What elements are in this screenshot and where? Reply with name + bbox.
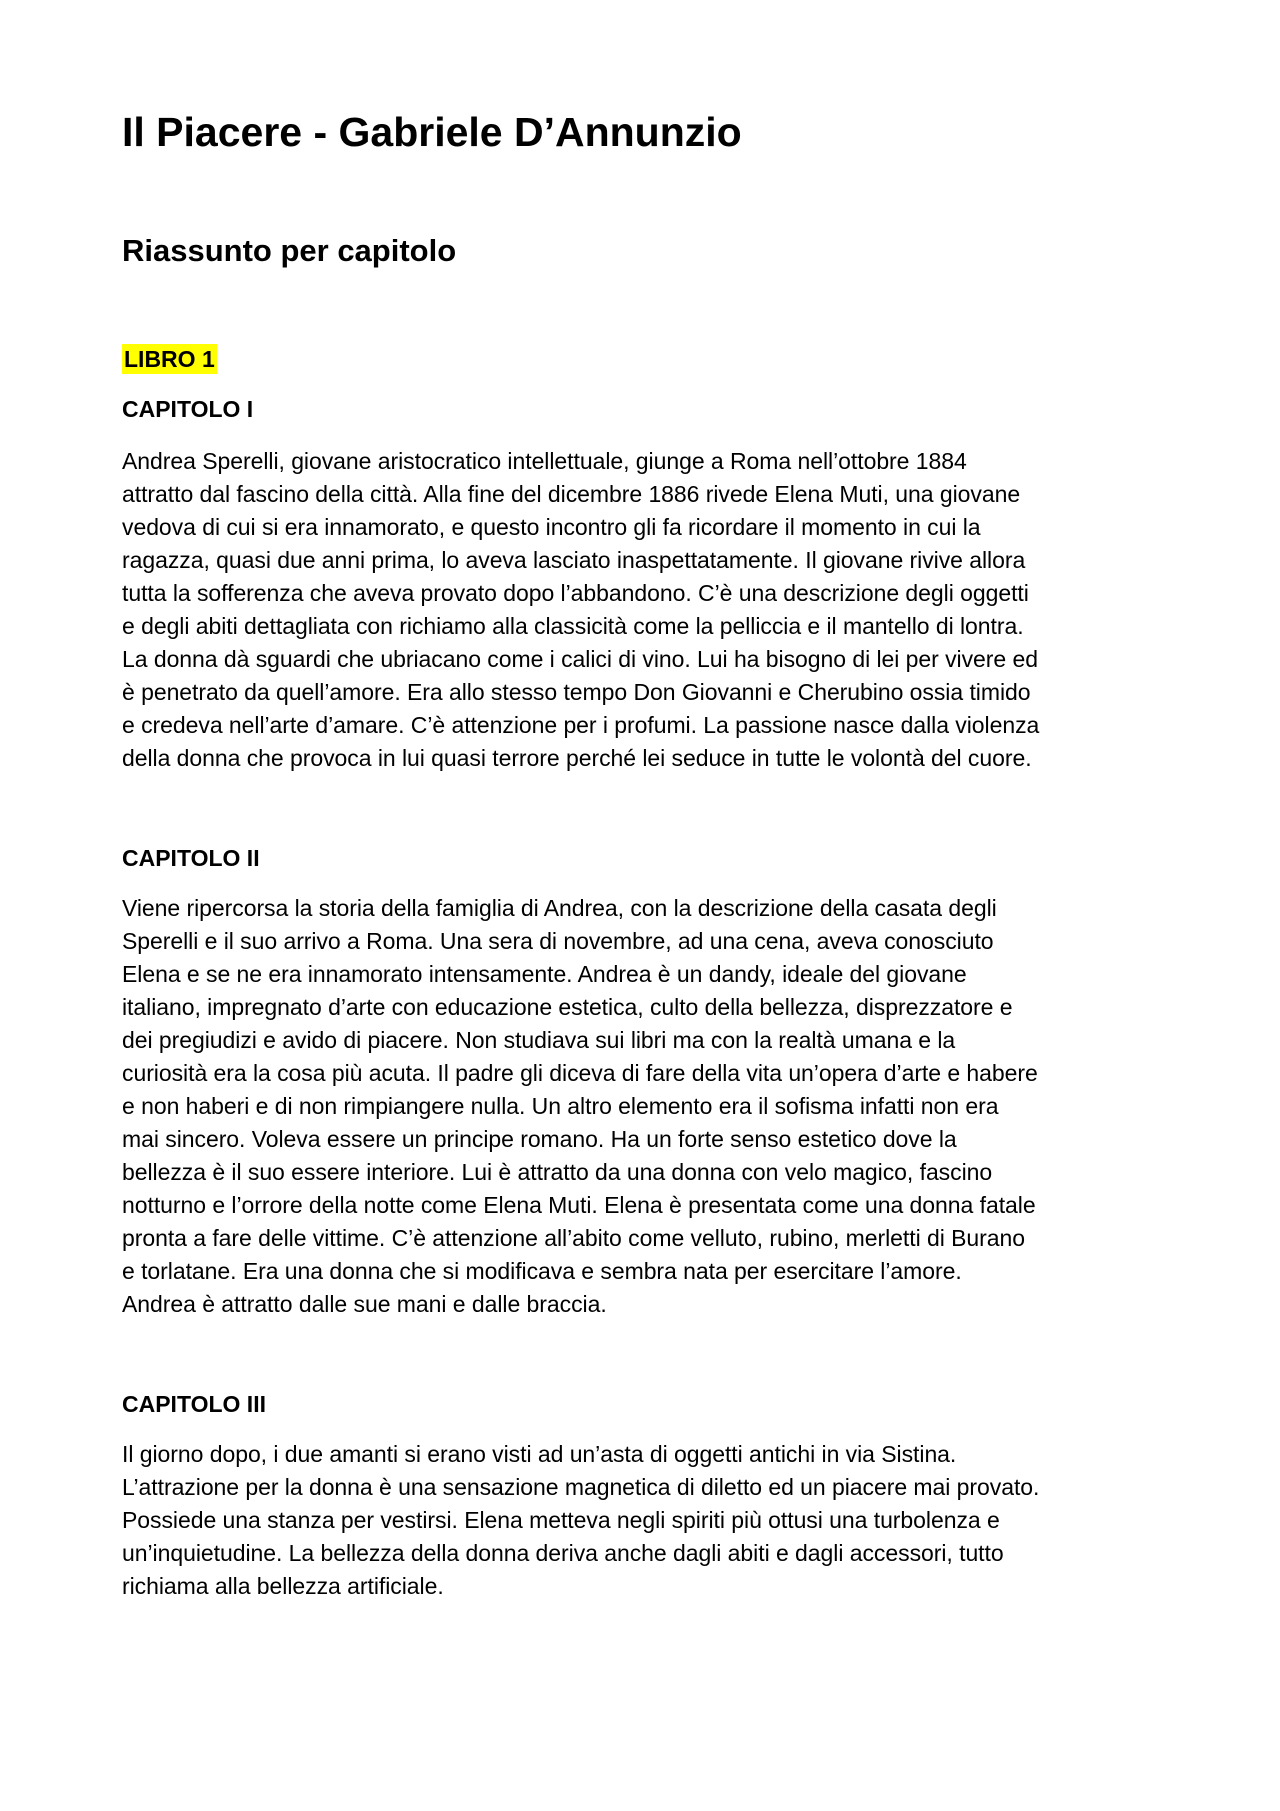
text-line: Sperelli e il suo arrivo a Roma. Una sera di novembre, ad una cena, aveva conosciuto: [122, 928, 994, 954]
document-subtitle: Riassunto per capitolo: [122, 233, 457, 268]
text-line: e torlatane. Era una donna che si modificava e sembra nata per esercitare l’amore.: [122, 1258, 962, 1284]
text-line: tutta la sofferenza che aveva provato dopo l’abbandono. C’è una descrizione degli oggetti: [122, 580, 1029, 606]
text-line: e degli abiti dettagliata con richiamo alla classicità come la pelliccia e il mantello di lontra.: [122, 613, 1024, 639]
text-line: pronta a fare delle vittime. C’è attenzione all’abito come velluto, rubino, merletti di Burano: [122, 1225, 1026, 1251]
chapter-3-text: [122, 1438, 1172, 1603]
text-line: Viene ripercorsa la storia della famiglia di Andrea, con la descrizione della casata degli: [122, 895, 997, 921]
text-line: vedova di cui si era innamorato, e questo incontro gli fa ricordare il momento in cui la: [122, 514, 981, 540]
text-line: Elena e se ne era innamorato intensamente. Andrea è un dandy, ideale del giovane: [122, 961, 967, 987]
text-line: ragazza, quasi due anni prima, lo aveva lasciato inaspettatamente. Il giovane rivive allora: [122, 547, 1026, 573]
text-line: dei pregiudizi e avido di piacere. Non studiava sui libri ma con la realtà umana e la: [122, 1027, 956, 1053]
chapter-2-text: [122, 892, 1172, 1321]
text-line: L’attrazione per la donna è una sensazione magnetica di diletto ed un piacere mai provato.: [122, 1474, 1040, 1500]
chapter-2-heading: CAPITOLO II: [122, 845, 260, 871]
text-line: della donna che provoca in lui quasi terrore perché lei seduce in tutte le volontà del cuore.: [122, 745, 1032, 771]
text-line: bellezza è il suo essere interiore. Lui è attratto da una donna con velo magico, fascino: [122, 1159, 993, 1185]
text-line: è penetrato da quell’amore. Era allo stesso tempo Don Giovanni e Cherubino ossia timido: [122, 679, 1031, 705]
chapter-1-text: [122, 445, 1172, 775]
document-title: Il Piacere - Gabriele D’Annunzio: [122, 109, 742, 155]
text-line: attratto dal fascino della città. Alla fine del dicembre 1886 rivede Elena Muti, una giovane: [122, 481, 1021, 507]
text-line: Andrea è attratto dalle sue mani e dalle braccia.: [122, 1291, 607, 1317]
chapter-1-heading: CAPITOLO I: [122, 396, 254, 422]
text-line: notturno e l’orrore della notte come Elena Muti. Elena è presentata come una donna fatale: [122, 1192, 1036, 1218]
text-line: Il giorno dopo, i due amanti si erano visti ad un’asta di oggetti antichi in via Sistina.: [122, 1441, 957, 1467]
text-line: Possiede una stanza per vestirsi. Elena metteva negli spiriti più ottusi una turbolenza e: [122, 1507, 1000, 1533]
text-line: italiano, impregnato d’arte con educazione estetica, culto della bellezza, disprezzatore e: [122, 994, 1013, 1020]
text-line: un’inquietudine. La bellezza della donna deriva anche dagli abiti e dagli accessori, tutto: [122, 1540, 1004, 1566]
book-label-highlighted: LIBRO 1: [124, 346, 215, 372]
text-line: mai sincero. Voleva essere un principe romano. Ha un forte senso estetico dove la: [122, 1126, 957, 1152]
chapter-3-heading: CAPITOLO III: [122, 1391, 266, 1417]
text-line: richiama alla bellezza artificiale.: [122, 1573, 444, 1599]
text-line: La donna dà sguardi che ubriacano come i calici di vino. Lui ha bisogno di lei per vivere ed: [122, 646, 1038, 672]
text-line: e non haberi e di non rimpiangere nulla. Un altro elemento era il sofisma infatti non era: [122, 1093, 999, 1119]
text-line: e credeva nell’arte d’amare. C’è attenzione per i profumi. La passione nasce dalla violenza: [122, 712, 1040, 738]
text-line: curiosità era la cosa più acuta. Il padre gli diceva di fare della vita un’opera d’arte e habere: [122, 1060, 1038, 1086]
text-line: Andrea Sperelli, giovane aristocratico intellettuale, giunge a Roma nell’ottobre 1884: [122, 448, 967, 474]
